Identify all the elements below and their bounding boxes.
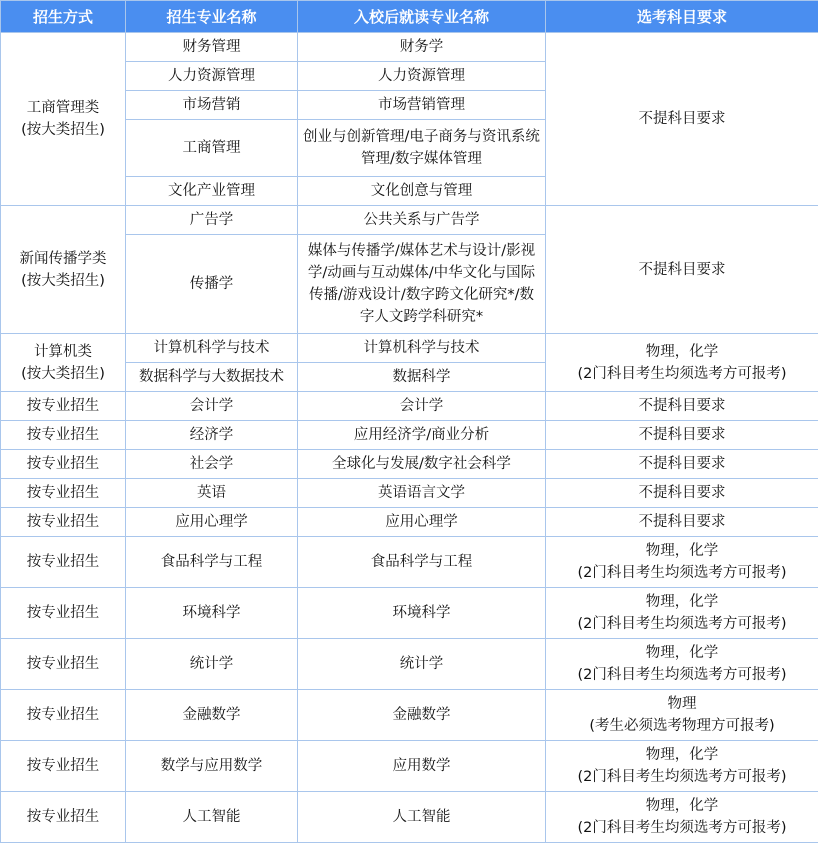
study-cell: 创业与创新管理/电子商务与资讯系统管理/数字媒体管理: [298, 120, 546, 177]
study-cell: 计算机科学与技术: [298, 334, 546, 363]
table-row: [1, 588, 818, 639]
study-cell: 文化创意与管理: [298, 177, 546, 206]
study-cell: 环境科学: [298, 588, 546, 639]
study-cell: 应用心理学: [298, 508, 546, 537]
major-cell: 工商管理: [126, 120, 298, 177]
major-cell: 环境科学: [126, 588, 298, 639]
major-cell: 金融数学: [126, 690, 298, 741]
table-row: [1, 421, 818, 450]
method-cell: 按专业招生: [1, 479, 126, 508]
requirement-cell: 不提科目要求: [546, 421, 818, 450]
study-cell: 公共关系与广告学: [298, 206, 546, 235]
table-row: [1, 741, 818, 792]
major-cell: 数据科学与大数据技术: [126, 363, 298, 392]
table-row: [1, 392, 818, 421]
method-cell: 新闻传播学类 (按大类招生): [1, 206, 126, 334]
table-row: [1, 537, 818, 588]
major-cell: 文化产业管理: [126, 177, 298, 206]
major-cell: 广告学: [126, 206, 298, 235]
study-cell: 会计学: [298, 392, 546, 421]
study-cell: 财务学: [298, 33, 546, 62]
header-method: 招生方式: [1, 1, 126, 33]
major-cell: 人力资源管理: [126, 62, 298, 91]
requirement-cell: 物理，化学 (2门科目考生均须选考方可报考): [546, 588, 818, 639]
study-cell: 全球化与发展/数字社会科学: [298, 450, 546, 479]
requirement-cell: 物理，化学 (2门科目考生均须选考方可报考): [546, 334, 818, 392]
major-cell: 市场营销: [126, 91, 298, 120]
requirement-cell: 物理 (考生必须选考物理方可报考): [546, 690, 818, 741]
study-cell: 应用数学: [298, 741, 546, 792]
table-header: [1, 1, 818, 33]
study-cell: 人力资源管理: [298, 62, 546, 91]
table-row: [1, 450, 818, 479]
method-cell: 按专业招生: [1, 421, 126, 450]
requirement-cell: 不提科目要求: [546, 450, 818, 479]
study-cell: 应用经济学/商业分析: [298, 421, 546, 450]
requirement-cell: 不提科目要求: [546, 392, 818, 421]
table-body: [1, 33, 818, 843]
study-cell: 食品科学与工程: [298, 537, 546, 588]
study-cell: 媒体与传播学/媒体艺术与设计/影视学/动画与互动媒体/中华文化与国际传播/游戏设计/数字跨文化研究*/数字人文跨学科研究*: [298, 235, 546, 334]
table-row: [1, 508, 818, 537]
requirement-cell: 不提科目要求: [546, 33, 818, 206]
header-study: 入校后就读专业名称: [298, 1, 546, 33]
major-cell: 英语: [126, 479, 298, 508]
study-cell: 数据科学: [298, 363, 546, 392]
method-cell: 按专业招生: [1, 741, 126, 792]
requirement-cell: 不提科目要求: [546, 508, 818, 537]
method-cell: 按专业招生: [1, 392, 126, 421]
method-cell: 工商管理类 (按大类招生): [1, 33, 126, 206]
major-cell: 社会学: [126, 450, 298, 479]
requirement-cell: 物理，化学 (2门科目考生均须选考方可报考): [546, 741, 818, 792]
method-cell: 计算机类 (按大类招生): [1, 334, 126, 392]
table-row: [1, 33, 818, 62]
major-cell: 应用心理学: [126, 508, 298, 537]
table-row: [1, 792, 818, 843]
requirement-cell: 不提科目要求: [546, 479, 818, 508]
major-cell: 数学与应用数学: [126, 741, 298, 792]
study-cell: 金融数学: [298, 690, 546, 741]
major-cell: 计算机科学与技术: [126, 334, 298, 363]
requirement-cell: 物理，化学 (2门科目考生均须选考方可报考): [546, 639, 818, 690]
major-cell: 传播学: [126, 235, 298, 334]
requirement-cell: 不提科目要求: [546, 206, 818, 334]
method-cell: 按专业招生: [1, 792, 126, 843]
method-cell: 按专业招生: [1, 508, 126, 537]
table-row: [1, 479, 818, 508]
major-cell: 经济学: [126, 421, 298, 450]
method-cell: 按专业招生: [1, 450, 126, 479]
major-cell: 人工智能: [126, 792, 298, 843]
study-cell: 市场营销管理: [298, 91, 546, 120]
table-row: [1, 639, 818, 690]
header-major: 招生专业名称: [126, 1, 298, 33]
method-cell: 按专业招生: [1, 588, 126, 639]
requirement-cell: 物理，化学 (2门科目考生均须选考方可报考): [546, 537, 818, 588]
header-row: [1, 1, 818, 33]
study-cell: 统计学: [298, 639, 546, 690]
study-cell: 英语语言文学: [298, 479, 546, 508]
major-cell: 财务管理: [126, 33, 298, 62]
major-cell: 食品科学与工程: [126, 537, 298, 588]
table-row: [1, 334, 818, 363]
requirement-cell: 物理，化学 (2门科目考生均须选考方可报考): [546, 792, 818, 843]
table-row: [1, 690, 818, 741]
study-cell: 人工智能: [298, 792, 546, 843]
method-cell: 按专业招生: [1, 639, 126, 690]
header-requirement: 选考科目要求: [546, 1, 818, 33]
major-cell: 会计学: [126, 392, 298, 421]
table-row: [1, 206, 818, 235]
method-cell: 按专业招生: [1, 537, 126, 588]
major-cell: 统计学: [126, 639, 298, 690]
method-cell: 按专业招生: [1, 690, 126, 741]
